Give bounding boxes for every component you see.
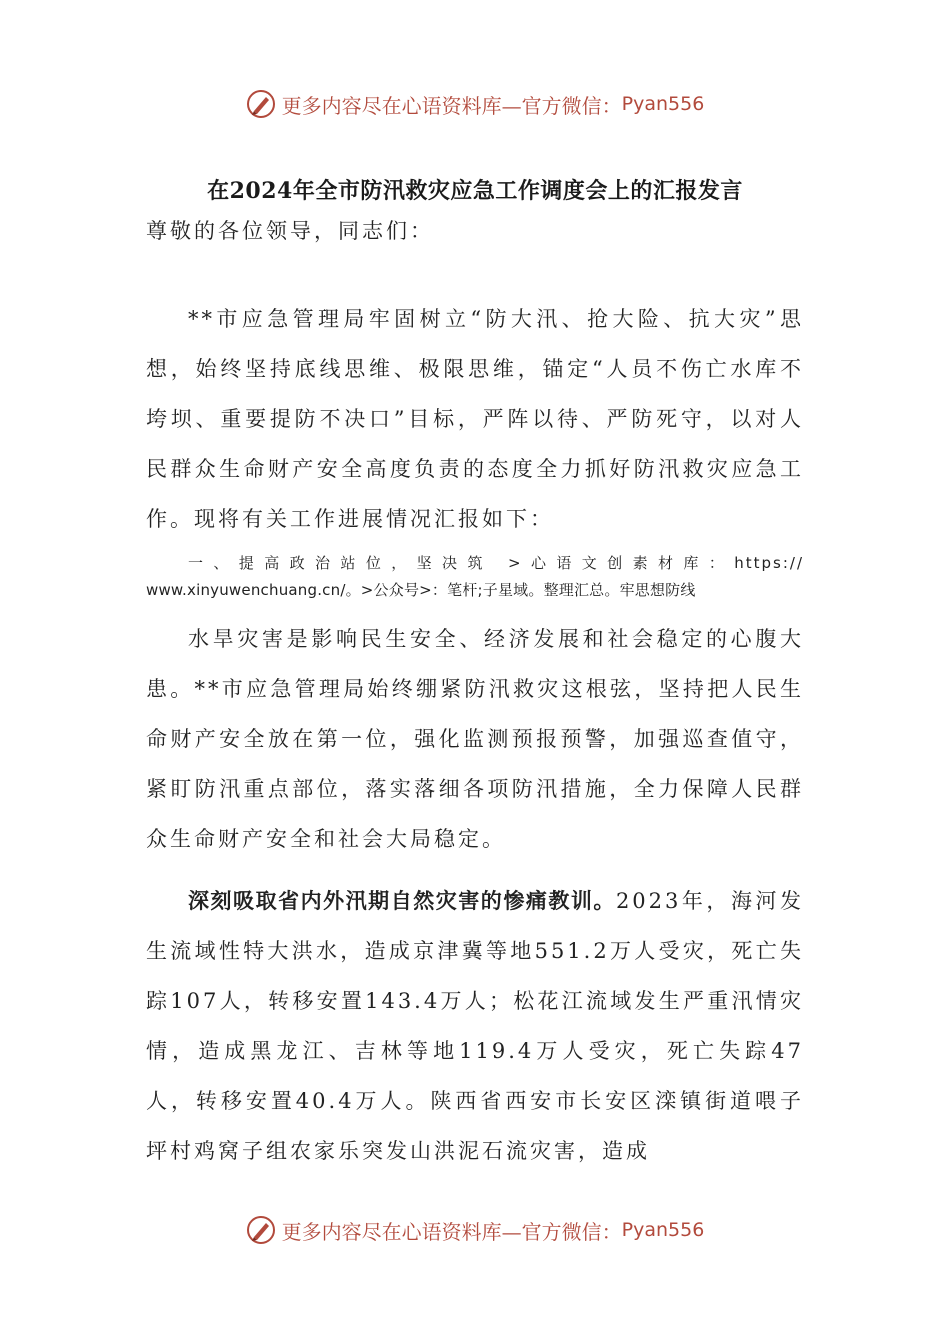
- document-title: 在2024年全市防汛救灾应急工作调度会上的汇报发言: [207, 178, 743, 204]
- salutation: 尊敬的各位领导，同志们：: [146, 219, 434, 243]
- watermark-wechat-id: Pyan556: [621, 93, 705, 115]
- watermark-banner-top: [0, 84, 950, 124]
- paragraph-3-body: 2023年，海河发生流域性特大洪水，造成京津冀等地551.2万人受灾，死亡失踪107人，转移安置143.4万人；松花江流域发生严重汛情灾情，造成黑龙江、吉林等地119.4万人受灾，死亡失踪47人，转移安置40.4万人。陕西省西安市长安区滦镇街道喂子坪村鸡窝子组农家乐突发山洪泥石流灾害，造成: [146, 889, 804, 1163]
- watermark-text: 更多内容尽在心语资料库—官方微信：: [281, 1219, 622, 1244]
- section-heading-line-2: www.xinyuwenchuang.cn/。>公众号>：笔杆;子星域。整理汇总。牢思想防线: [146, 581, 696, 599]
- pen-logo-icon: [246, 1215, 276, 1245]
- watermark-banner-bottom: [0, 1210, 950, 1250]
- paragraph-3: [146, 876, 804, 1176]
- intro-block: [146, 294, 804, 544]
- paragraph-2: 水旱灾害是影响民生安全、经济发展和社会稳定的心腹大患。**市应急管理局始终绷紧防汛救灾这根弦，坚持把人民生命财产安全放在第一位，强化监测预报预警，加强巡查值守，紧盯防汛重点部位，落实落细各项防汛措施，全力保障人民群众生命财产安全和社会大局稳定。: [146, 627, 804, 851]
- section-heading-block: [146, 550, 804, 604]
- paragraph-2-block: [146, 614, 804, 864]
- salutation-block: [146, 206, 804, 256]
- watermark-wechat-id: Pyan556: [621, 1219, 705, 1241]
- intro-paragraph: **市应急管理局牢固树立“防大汛、抢大险、抗大灾”思想，始终坚持底线思维、极限思维，锚定“人员不伤亡水库不垮坝、重要提防不决口”目标，严阵以待、严防死守，以对人民群众生命财产安全高度负责的态度全力抓好防汛救灾应急工作。现将有关工作进展情况汇报如下：: [146, 307, 804, 531]
- watermark-text: 更多内容尽在心语资料库—官方微信：: [281, 93, 622, 118]
- section-heading-line-1: 一、提高政治站位，坚决筑 >心语文创素材库：https://: [188, 554, 804, 572]
- paragraph-3-block: [146, 876, 804, 1176]
- paragraph-3-lead: 深刻吸取省内外汛期自然灾害的惨痛教训。: [188, 888, 616, 913]
- pen-logo-icon: [246, 89, 276, 119]
